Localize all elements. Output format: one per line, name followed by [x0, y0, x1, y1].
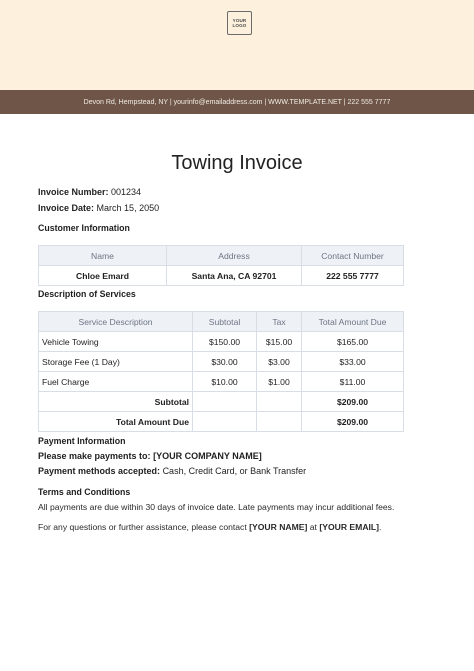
- contact-at: at: [309, 522, 317, 532]
- payment-methods-line: [38, 466, 306, 476]
- invoice-title: Towing Invoice: [171, 152, 303, 174]
- payment-info-heading: Payment Information: [38, 436, 126, 446]
- contact-bar: Devon Rd, Hempstead, NY | yourinfo@emailaddress.com | WWW.TEMPLATE.NET | 222 555 7777: [0, 90, 474, 114]
- logo-text-line2: LOGO: [232, 23, 247, 28]
- service-tax: $1.00: [257, 372, 302, 392]
- service-subtotal: $10.00: [193, 372, 257, 392]
- contact-name: [YOUR NAME]: [249, 522, 308, 532]
- customer-info-heading: Customer Information: [38, 223, 130, 233]
- service-total: $165.00: [302, 332, 404, 352]
- column-header-subtotal: Subtotal: [193, 312, 257, 332]
- table-row: [39, 352, 404, 372]
- subtotal-label: Subtotal: [39, 392, 193, 412]
- total-value: $209.00: [302, 412, 404, 432]
- terms-text: All payments are due within 30 days of invoice date. Late payments may incur additional fees.: [38, 502, 395, 512]
- empty-cell: [257, 412, 302, 432]
- terms-heading: Terms and Conditions: [38, 487, 131, 497]
- column-header-name: Name: [39, 246, 167, 266]
- service-description: Vehicle Towing: [39, 332, 193, 352]
- table-row: [39, 332, 404, 352]
- customer-contact: 222 555 7777: [302, 266, 404, 286]
- empty-cell: [257, 392, 302, 412]
- services-table: [38, 311, 404, 432]
- customer-name: Chloe Emard: [39, 266, 167, 286]
- contact-end: .: [379, 522, 382, 532]
- service-description: Fuel Charge: [39, 372, 193, 392]
- contact-prefix: For any questions or further assistance, please contact: [38, 522, 247, 532]
- subtotal-row: [39, 392, 404, 412]
- customer-address: Santa Ana, CA 92701: [167, 266, 302, 286]
- service-subtotal: $30.00: [193, 352, 257, 372]
- empty-cell: [193, 392, 257, 412]
- payable-value: [YOUR COMPANY NAME]: [153, 451, 262, 461]
- column-header-service: Service Description: [39, 312, 193, 332]
- subtotal-value: $209.00: [302, 392, 404, 412]
- services-table-header: [39, 312, 404, 332]
- empty-cell: [193, 412, 257, 432]
- customer-table-header: [39, 246, 404, 266]
- contact-email: [YOUR EMAIL]: [319, 522, 380, 532]
- logo-text-line1: YOUR: [232, 17, 247, 23]
- services-heading: Description of Services: [38, 289, 136, 299]
- service-tax: $15.00: [257, 332, 302, 352]
- invoice-number-line: [38, 187, 141, 197]
- invoice-number-label: Invoice Number:: [38, 187, 109, 197]
- company-logo: [227, 11, 252, 35]
- column-header-address: Address: [167, 246, 302, 266]
- table-row: [39, 372, 404, 392]
- payable-label: Please make payments to:: [38, 451, 151, 461]
- column-header-tax: Tax: [257, 312, 302, 332]
- service-subtotal: $150.00: [193, 332, 257, 352]
- header-band: [0, 0, 474, 90]
- customer-table: [38, 245, 404, 286]
- total-label: Total Amount Due: [39, 412, 193, 432]
- invoice-date-label: Invoice Date:: [38, 203, 95, 213]
- column-header-total: Total Amount Due: [302, 312, 404, 332]
- payment-methods-label: Payment methods accepted:: [38, 466, 161, 476]
- service-total: $11.00: [302, 372, 404, 392]
- contact-line: [38, 522, 381, 532]
- service-description: Storage Fee (1 Day): [39, 352, 193, 372]
- invoice-number-value: 001234: [111, 187, 142, 197]
- column-header-contact: Contact Number: [302, 246, 404, 266]
- total-row: [39, 412, 404, 432]
- payment-methods-value: Cash, Credit Card, or Bank Transfer: [162, 466, 307, 476]
- service-total: $33.00: [302, 352, 404, 372]
- table-row: [39, 266, 404, 286]
- payable-line: [38, 451, 262, 461]
- invoice-date-line: [38, 203, 159, 213]
- service-tax: $3.00: [257, 352, 302, 372]
- invoice-date-value: March 15, 2050: [96, 203, 160, 213]
